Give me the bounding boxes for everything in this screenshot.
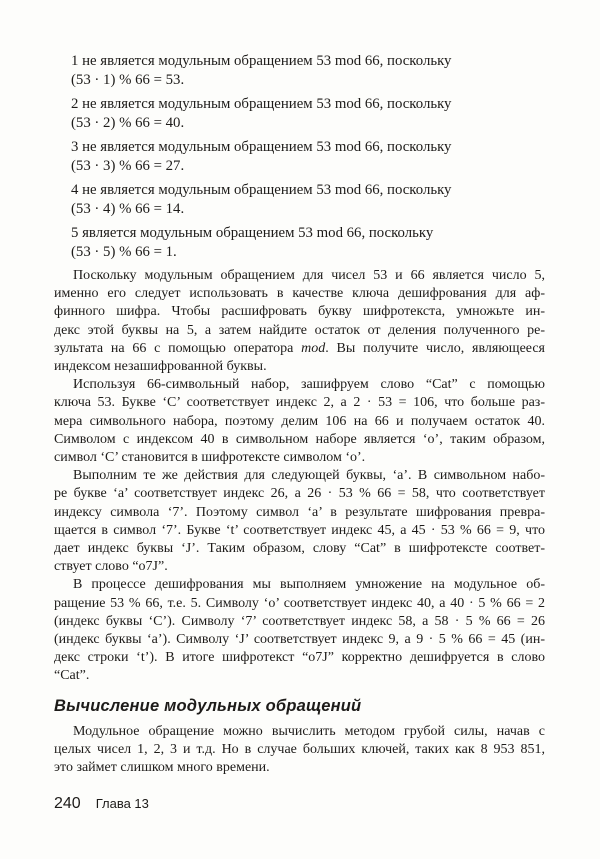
paragraph-encrypt-at — [54, 467, 545, 576]
section-heading: Вычисление модульных обращений — [54, 696, 362, 715]
text-line: индексу символа ‘7’. Поэтому символ ‘a’ в результате шифрования превра- — [54, 504, 545, 520]
text-line: 1 не является модульным обращением 53 mod 66, поскольку — [71, 53, 452, 69]
text-line: Используя 66-символьный набор, зашифруем слово “Cat” с помощью — [73, 377, 545, 393]
inverse-test-item-5 — [71, 224, 545, 262]
text-line: мера символьного набора, поэтому делим 106 на 66 и получаем остаток 40. — [54, 413, 545, 429]
text-line: ре букве ‘a’ соответствует индекс 26, а 26 · 53 % 66 = 58, что соответствует — [54, 486, 545, 502]
text-line: В процессе дешифрования мы выполняем умножение на модульное об- — [73, 577, 545, 593]
paragraph-encrypt-c — [54, 376, 545, 467]
inverse-test-item-4 — [71, 181, 545, 219]
paragraph-decrypt-o7j — [54, 576, 545, 685]
text-line: декс строки ‘t’). В итоге шифротекст “o7J” корректно дешифруется в слово — [54, 650, 545, 666]
text-line: Символом с индексом 40 в символьном наборе является ‘o’, таким образом, — [54, 431, 545, 447]
paragraph-decryption-key — [54, 267, 545, 376]
text-line: индексом незашифрованной буквы. — [54, 359, 267, 375]
chapter-label: Глава 13 — [95, 796, 149, 811]
text-line: это займет слишком много времени. — [54, 760, 270, 776]
page-number: 240 — [54, 795, 81, 812]
text-line: 5 является модульным обращением 53 mod 66, поскольку — [71, 225, 434, 241]
text-line: щается в символ ‘7’. Букве ‘t’ соответствует индекс 45, а 45 · 53 % 66 = 9, что — [54, 522, 545, 538]
text-line: 3 не является модульным обращением 53 mod 66, поскольку — [71, 139, 452, 155]
inverse-test-item-3 — [71, 138, 545, 176]
text-line: именно его следует использовать в качестве ключа дешифрования для аф- — [54, 286, 545, 302]
text-line: Выполним те же действия для следующей буквы, ‘a’. В символьном набо- — [73, 468, 545, 484]
text-line: ствует слово “o7J”. — [54, 559, 168, 575]
text-line: Поскольку модульным обращением для чисел 53 и 66 является число 5, — [73, 268, 545, 283]
modular-inverse-examples — [71, 52, 545, 262]
paragraph-brute-force — [54, 723, 545, 778]
inverse-test-item-1 — [71, 52, 545, 90]
text-line: 2 не является модульным обращением 53 mod 66, поскольку — [71, 96, 452, 112]
page-content — [54, 52, 545, 777]
text-line: дает индекс буквы ‘J’. Таким образом, слову “Cat” в шифротексте соответ- — [54, 541, 545, 557]
text-line: (53 · 3) % 66 = 27. — [71, 158, 185, 174]
text-line: “Cat”. — [54, 668, 90, 684]
text-line: декс этой буквы на 5, а затем найдите остаток от деления полученного ре- — [54, 322, 545, 338]
text-line: ключа 53. Букве ‘C’ соответствует индекс 2, а 2 · 53 = 106, что больше раз- — [54, 395, 545, 411]
inverse-test-item-2 — [71, 95, 545, 133]
text-line: (53 · 2) % 66 = 40. — [71, 115, 185, 131]
text-line: Модульное обращение можно вычислить методом грубой силы, начав с — [73, 723, 545, 739]
page-footer — [54, 795, 149, 813]
text-line: 4 не является модульным обращением 53 mod 66, поскольку — [71, 182, 452, 198]
text-line: (индекс буквы ‘a’). Символу ‘J’ соответствует индекс 9, а 9 · 5 % 66 = 45 (ин- — [54, 632, 545, 648]
text-line: (53 · 1) % 66 = 53. — [71, 72, 185, 88]
text-line: (53 · 5) % 66 = 1. — [71, 244, 177, 260]
text-line: ращение 53 % 66, т.е. 5. Символу ‘o’ соответствует индекс 40, а 40 · 5 % 66 = 2 — [54, 595, 545, 611]
text-line: символ ‘C’ становится в шифротексте символом ‘o’. — [54, 450, 366, 466]
text-line: финного шифра. Чтобы расшифровать букву шифротекста, умножьте ин- — [54, 304, 545, 320]
text-line: зультата на 66 с помощью оператора mod. Вы получите число, являющееся — [54, 340, 545, 356]
italic-term: mod — [301, 340, 326, 356]
text-line: (53 · 4) % 66 = 14. — [71, 201, 185, 217]
text-line: (индекс буквы ‘C’). Символу ‘7’ соответствует индекс 58, а 58 · 5 % 66 = 26 — [54, 613, 545, 629]
text-line: целых чисел 1, 2, 3 и т.д. Но в случае больших ключей, таких как 8 953 851, — [54, 741, 545, 757]
